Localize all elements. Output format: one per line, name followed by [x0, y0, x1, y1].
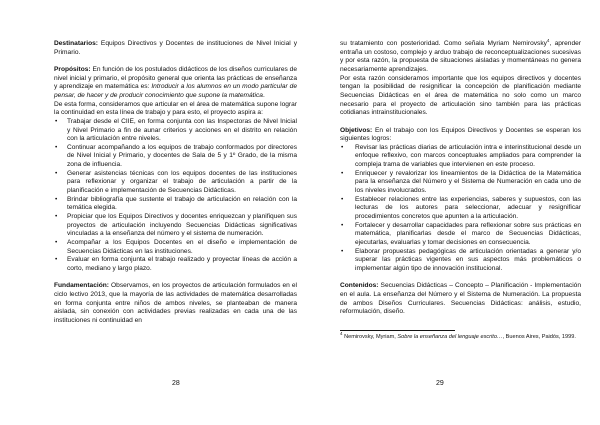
footnote: $^4$ Nemirovsky, Myriam, Sobre la enseñanza del lenguaje escrito…, Buenos Aires, Paidós, 1999. — [340, 331, 576, 340]
page-number: 29 — [436, 380, 444, 387]
list-item: • Continuar acompañando a los equipos de trabajo conformados por directores de Nivel Inicial y Primario, y docentes de Sala de 5 y 1º Grado, de la misma zona de influencia. — [54, 144, 297, 170]
page-number: 28 — [172, 380, 180, 387]
list-item: • Revisar las prácticas diarias de articulación intra e interinstitucional desde un enfoque reflexivo, con marcos conceptuales ampliados para comprender la compleja trama de variables que intervienen en este proceso. — [340, 144, 581, 170]
page-28 — [54, 40, 297, 326]
fundamentacion-paragraph: Fundamentación: Observamos, en los proyectos de articulación formulados en el ciclo lectivo 2013, que la mayoría de las actividades de matemática desarrolladas en forma conjunta entre niños de ambos niveles, se planteaban de manera aislada, sin conexión con actividades previas realizadas en cada una de las instituciones ni continuidad en — [54, 282, 297, 324]
destinatarios-paragraph: Destinatarios: Equipos Directivos y Docentes de instituciones de Nivel Inicial y Primario. — [54, 40, 297, 56]
list-item: • Elaborar propuestas pedagógicas de articulación orientadas a generar y/o superar las prácticas vigentes en sus aspectos más problemáticos o implementar algún tipo de innovación institucional. — [340, 248, 581, 274]
footnote-ref: 4 — [546, 37, 550, 43]
propositos-paragraph: Propósitos: En función de los postulados didácticos de los diseños curriculares de nivel inicial y primario, el propósito general que orienta las prácticas de enseñanza y aprendizaje en matemática es: Introducir a los alumnos en un modo particular de pensar, de hacer y de producir conocimiento que supone la matemática. — [54, 65, 297, 99]
list-item: • Brindar bibliografía que sustente el trabajo de articulación en relación con la temática elegida. — [54, 196, 297, 213]
list-item: • Establecer relaciones entre las experiencias, saberes y supuestos, con las lecturas de los autores para seleccionar, adecuar y resignificar procedimientos concretos que apunten a la articulación. — [340, 196, 581, 222]
list-item: • Acompañar a los Equipos Docentes en el diseño e implementación de Secuencias Didácticas en las instituciones. — [54, 239, 297, 256]
list-item: • Enriquecer y revalorizar los lineamientos de la Didáctica de la Matemática para la enseñanza del Número y el Sistema de Numeración en cada uno de los niveles involucrados. — [340, 170, 581, 196]
contenidos-paragraph: Contenidos: Secuencias Didácticas – Concepto – Planificación - Implementación en el aula. La enseñanza del Número y el Sistema de Numeración. La propuesta de ambos Diseños Curriculares. Secuencias Didácticas: análisis, estudio, reformulación, diseño. — [340, 282, 581, 316]
list-item: • Trabajar desde el CIIE, en forma conjunta con las Inspectoras de Nivel Inicial y Nivel Primario a fin de aunar criterios y acciones en el distrito en relación con la articulación entre niveles. — [54, 118, 297, 144]
list-item: • Fortalecer y desarrollar capacidades para reflexionar sobre sus prácticas en matemática, planificarlas desde el marco de Secuencias Didácticas, ejecutarlas, evaluarlas y tomar decisiones en consecuencia. — [340, 222, 581, 248]
propositos-list — [54, 118, 297, 274]
body-paragraph: su tratamiento con posterioridad. Como señala Myriam Nemirovsky$^4$, aprender entraña un costoso, complejo y arduo trabajo de reconceptualizaciones sucesivas y por esta razón, la propuesta de situaciones aisladas y momentáneas no genera necesariamente aprendizajes. — [340, 37, 581, 73]
list-item: • Evaluar en forma conjunta el trabajo realizado y proyectar líneas de acción a corto, mediano y largo plazo. — [54, 256, 297, 273]
body-paragraph: Por esta razón consideramos importante que los equipos directivos y docentes tengan la posibilidad de resignificar la concepción de planificación mediante Secuencias Didácticas en el área de matemática no solo como un marco necesario para el proyecto de articulación sino también para las prácticas cotidianas intrainstitucionales. — [340, 74, 581, 117]
objetivos-paragraph: Objetivos: En el trabajo con los Equipos Directivos y Docentes se esperan los siguientes logros: — [340, 126, 581, 143]
list-item: • Generar asistencias técnicas con los equipos docentes de las instituciones para reflexionar y organizar el trabajo de articulación a partir de la planificación e implementación de Secuencias Didácticas. — [54, 170, 297, 196]
body-paragraph: De esta forma, consideramos que articular en el área de matemática supone lograr la continuidad en esta línea de trabajo y para esto, el proyecto aspira a: — [54, 100, 297, 117]
list-item: • Propiciar que los Equipos Directivos y docentes enriquezcan y planifiquen sus proyectos de articulación incluyendo Secuencias Didácticas significativas vinculadas a la enseñanza del número y el sistema de numeración. — [54, 213, 297, 239]
page-29 — [340, 37, 581, 341]
objetivos-list — [340, 144, 581, 274]
footnote-divider — [340, 330, 455, 331]
